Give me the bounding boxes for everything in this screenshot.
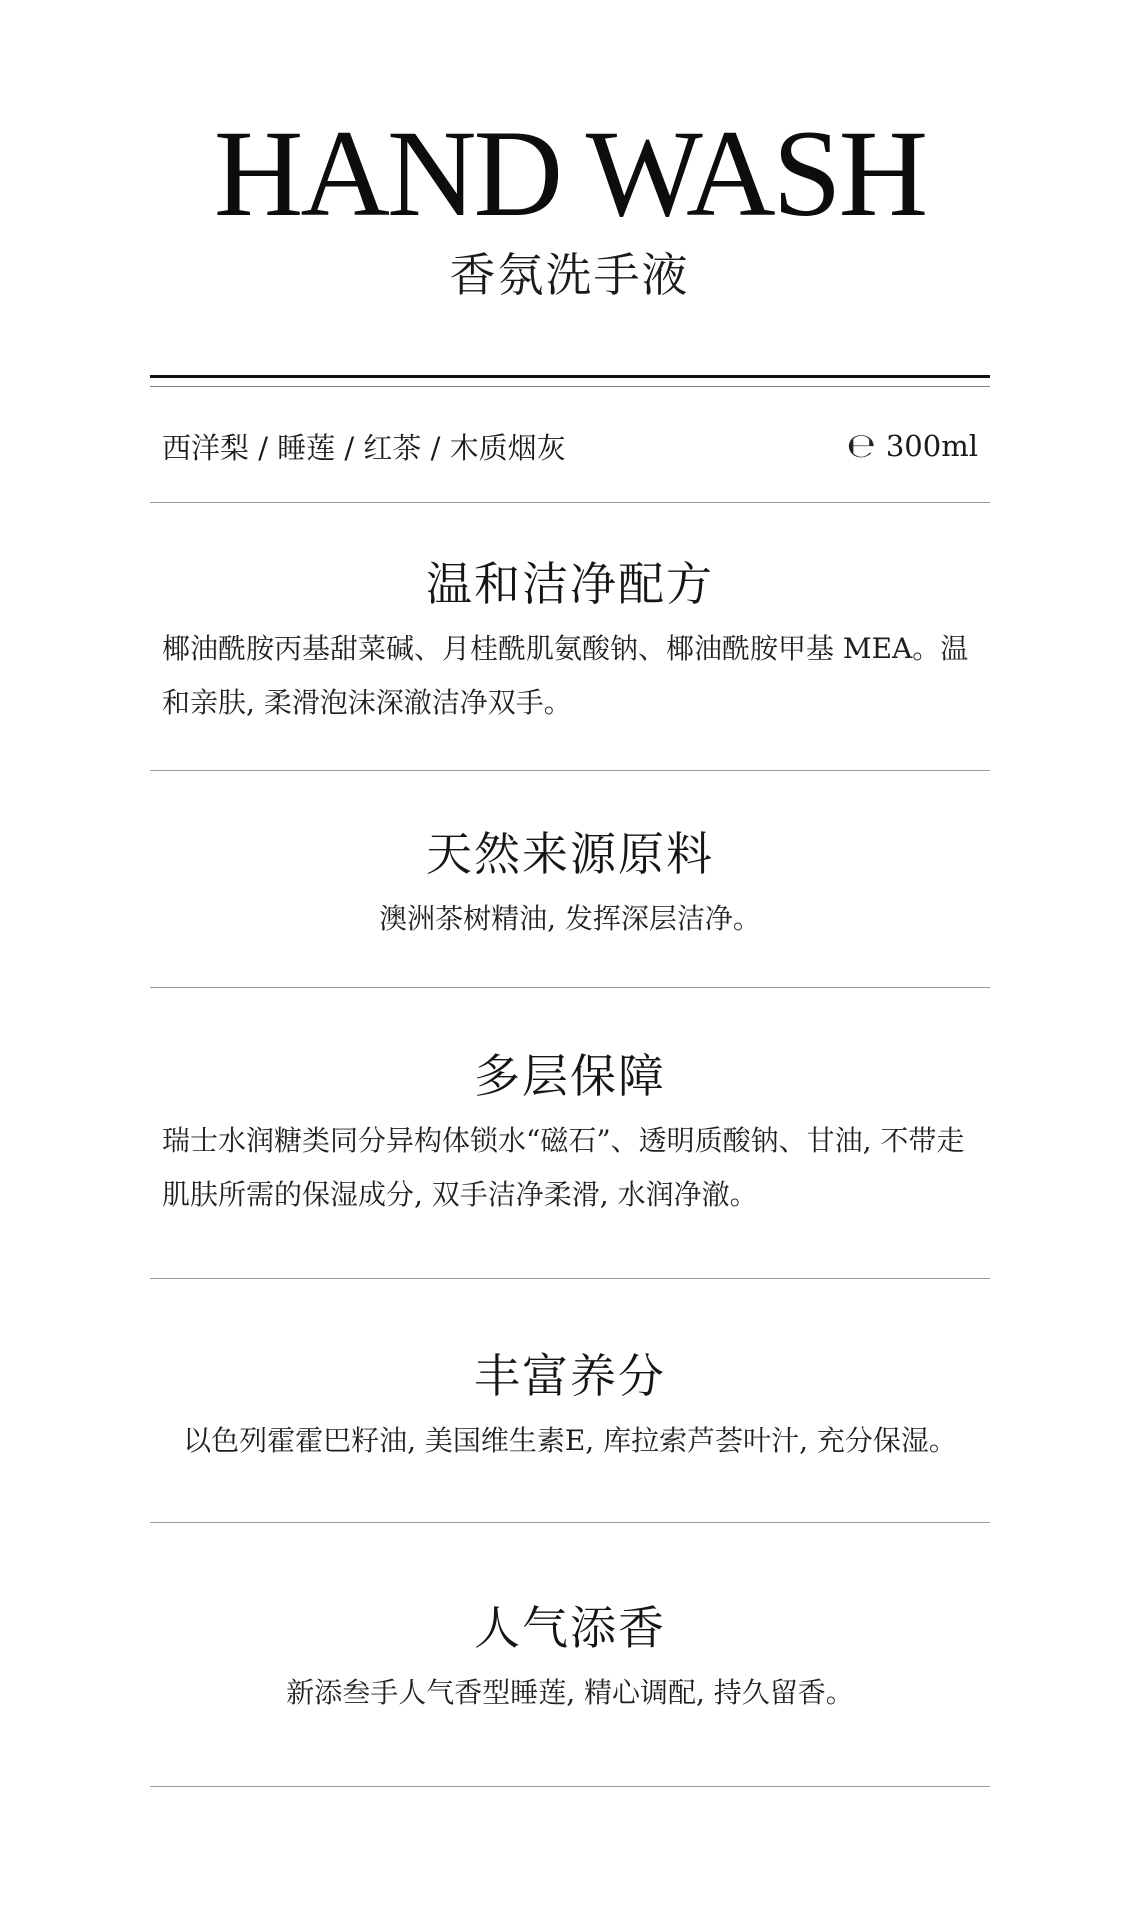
divider	[150, 770, 990, 771]
divider	[150, 1278, 990, 1279]
feature-heading: 丰富养分	[474, 1349, 666, 1403]
feature-section	[150, 556, 990, 730]
feature-heading: 人气添香	[474, 1601, 666, 1655]
feature-text: 瑞士水润糖类同分异构体锁水“磁石”、透明质酸钠、甘油, 不带走肌肤所需的保湿成分, 双手洁净柔滑, 水润净澈。	[162, 1124, 965, 1211]
feature-section	[150, 1048, 990, 1222]
feature-text: 以色列霍霍巴籽油, 美国维生素E, 库拉索芦荟叶汁, 充分保湿。	[183, 1424, 957, 1457]
feature-section	[150, 826, 990, 946]
volume-value: 300ml	[885, 429, 978, 463]
top-divider-thin	[150, 386, 990, 387]
feature-heading: 温和洁净配方	[426, 557, 714, 611]
feature-section	[150, 1600, 990, 1720]
divider	[150, 1522, 990, 1523]
feature-text: 新添叁手人气香型睡莲, 精心调配, 持久留香。	[286, 1676, 854, 1709]
volume-label	[846, 426, 978, 466]
feature-heading: 天然来源原料	[426, 827, 714, 881]
e-mark-icon: ℮	[846, 426, 876, 466]
divider	[150, 987, 990, 988]
divider	[150, 502, 990, 503]
feature-heading: 多层保障	[474, 1049, 666, 1103]
fragrance-notes: 西洋梨 / 睡莲 / 红茶 / 木质烟灰	[162, 430, 566, 465]
page-subtitle: 香氛洗手液	[449, 248, 690, 302]
bottom-divider	[150, 1786, 990, 1787]
feature-section	[150, 1348, 990, 1468]
feature-text: 椰油酰胺丙基甜菜碱、月桂酰肌氨酸钠、椰油酰胺甲基 MEA。温和亲肤, 柔滑泡沫深澈洁净双手。	[162, 632, 969, 719]
page-title: HAND WASH	[213, 105, 926, 242]
top-divider-thick	[150, 375, 990, 378]
specs-row	[162, 424, 978, 468]
feature-text: 澳洲茶树精油, 发挥深层洁净。	[379, 902, 761, 935]
